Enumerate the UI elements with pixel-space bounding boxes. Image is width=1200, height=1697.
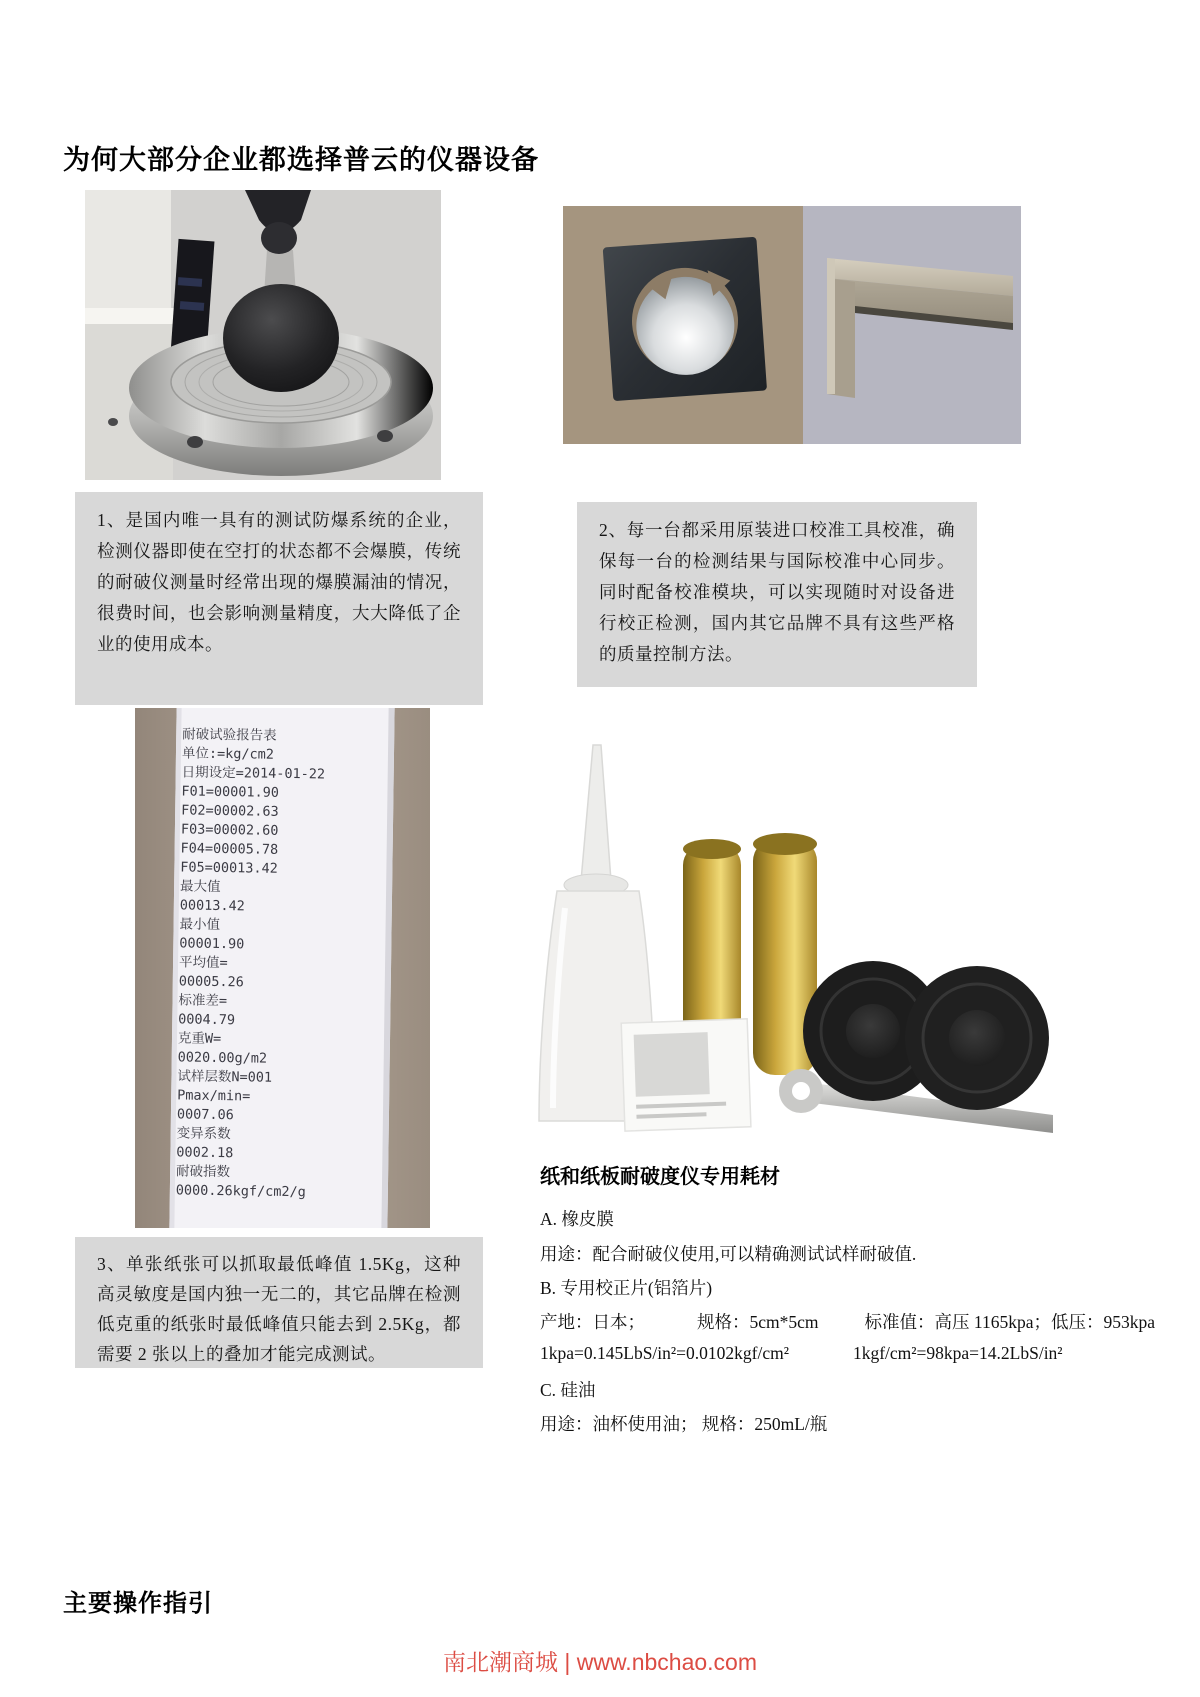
receipt-line: Pmax/min= [177,1087,251,1105]
receipt-line: 标准差= [178,992,228,1010]
feature-block-3 [75,1237,483,1368]
receipt-line: F04=00005.78 [180,840,279,858]
feature-1-text: 1、是国内唯一具有的测试防爆系统的企业，检测仪器即使在空打的状态都不会爆膜，传统的耐破仪测量时经常出现的爆膜漏油的情况，很费时间，也会影响测量精度，大大降低了企业的使用成本。 [97,510,461,654]
bursting-tester-photo [85,190,441,480]
receipt-line: F05=00013.42 [180,859,278,877]
receipt-lines [176,725,408,1203]
feature-block-2 [577,502,977,687]
consumable-b-conversion [540,1343,1063,1364]
consumable-a-label: A. 橡皮膜 [540,1209,614,1229]
machine-edge [85,308,181,324]
receipt-line: 克重W= [177,1030,222,1048]
conversion-1: 1kpa=0.145LbS/in²=0.0102kgf/cm² [540,1343,789,1363]
receipt-line: 00013.42 [179,897,245,915]
receipt-line: F01=00001.90 [181,783,280,801]
label-packet [621,1019,751,1131]
receipt-line: 单位:=kg/cm2 [181,745,275,763]
feature-block-1 [75,492,483,705]
receipt-line: 00001.90 [179,935,245,953]
consumable-b-label: B. 专用校正片(铝箔片) [540,1278,713,1298]
receipt-line: F02=00002.63 [181,802,279,820]
consumable-a-use: 用途：配合耐破仪使用,可以精确测试试样耐破值. [540,1244,917,1264]
receipt-line: 试样层数N=001 [177,1068,273,1086]
receipt-line: 变异系数 [176,1125,231,1143]
receipt-line: 最小值 [179,916,221,933]
probe-tip [261,222,297,254]
screw-hole [377,430,393,442]
receipt-line: 日期设定=2014-01-22 [181,764,326,783]
receipt-line: 耐破指数 [175,1163,231,1181]
foil-calibration-photo [563,206,1021,444]
receipt-line: 最大值 [179,878,221,896]
feature-2-text: 2、每一台都采用原装进口校准工具校准，确保每一台的检测结果与国际校准中心同步。同时配备校准模块，可以实现随时对设备进行校正检测，国内其它品牌不具有这些严格的质量控制方法。 [599,520,955,664]
receipt-line: 00005.26 [178,973,244,991]
section-title-operation-guide: 主要操作指引 [63,1590,213,1617]
consumable-b-spec [540,1309,1155,1334]
screw-hole [108,418,118,426]
burst-foil-square [603,237,767,401]
rubber-disc [905,966,1049,1110]
strip-marks [178,277,202,287]
receipt-line: 平均值= [178,954,228,972]
consumable-c-use: 用途：油杯使用油； 规格：250mL/瓶 [540,1414,828,1434]
feature-3-text: 3、单张纸张可以抓取最低峰值 1.5Kg，这种高灵敏度是国内独一无二的，其它品牌在检测低克重的纸张时最低峰值只能去到 2.5Kg，都需要 2 张以上的叠加才能完成测试。 [97,1254,461,1364]
receipt-line: F03=00002.60 [180,821,279,839]
receipt-line: 0000.26kgf/cm2/g [175,1182,306,1201]
screw-hole [187,436,203,448]
spec-standard: 标准值：高压 1165kpa；低压：953kpa [864,1312,1156,1332]
footer-site-link[interactable]: 南北潮商城 | www.nbchao.com [442,1649,757,1675]
page-title: 为何大部分企业都选择普云的仪器设备 [63,145,539,175]
strip-marks [180,301,204,311]
spec-size: 规格：5cm*5cm [697,1312,819,1332]
receipt-line: 0004.79 [178,1011,236,1029]
receipt-line: 0007.06 [176,1106,234,1124]
receipt-line: 耐破试验报告表 [182,726,277,744]
spec-origin: 产地：日本； [540,1312,645,1332]
receipt-line: 0020.00g/m2 [177,1049,268,1067]
conversion-2: 1kgf/cm²=98kpa=14.2LbS/in² [852,1343,1063,1363]
consumable-c-label: C. 硅油 [540,1380,596,1400]
consumables-heading: 纸和纸板耐破度仪专用耗材 [540,1166,780,1188]
consumables-kit-photo [505,733,1065,1138]
rubber-dome [223,284,339,392]
receipt-line: 0002.18 [176,1144,234,1162]
